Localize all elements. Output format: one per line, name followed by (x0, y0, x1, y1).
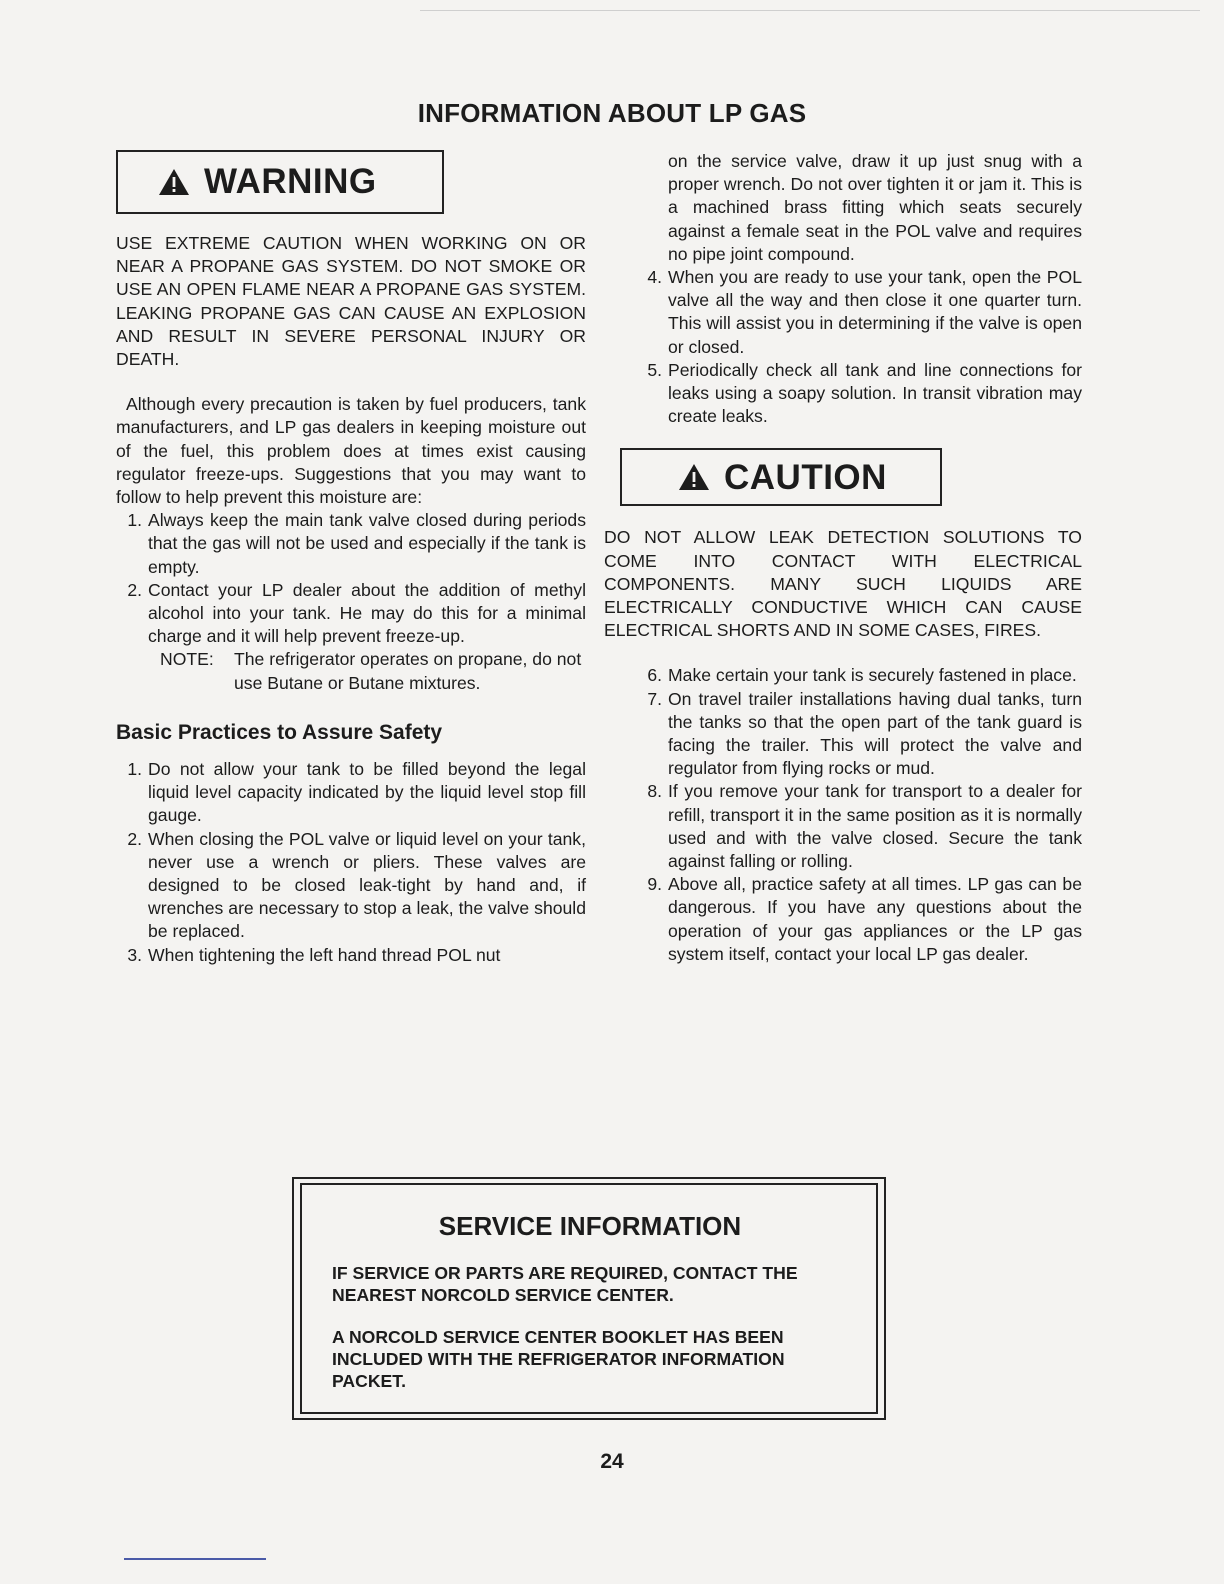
warning-triangle-icon (678, 463, 710, 491)
caution-box (620, 448, 942, 506)
list-item (636, 266, 1082, 359)
list-item (636, 664, 1082, 687)
list-item-text: Above all, practice safety at all times. LP gas can be dangerous. If you have any questions about the operation of your gas appliances or the LP gas system itself, contact your local LP gas dealer. (668, 874, 1082, 964)
warning-triangle-icon (158, 168, 190, 196)
left-column (116, 150, 586, 967)
list-item-number: 2. (127, 828, 142, 849)
warning-text: USE EXTREME CAUTION WHEN WORKING ON OR NEAR A PROPANE GAS SYSTEM. DO NOT SMOKE OR USE AN OPEN FLAME NEAR A PROPANE GAS SYSTEM. LEAKING PROPANE GAS CAN CAUSE AN EXPLOSION AND RESULT IN SEVERE PERSONAL INJURY OR DEATH. (116, 233, 586, 370)
page-title: INFORMATION ABOUT LP GAS (417, 98, 807, 128)
list-item-text-continued: on the service valve, draw it up just snug with a proper wrench. Do not over tighten it or jam it. This is a machined brass fitting which seats securely against a female seat in the POL valve and requires no pipe joint compound. (668, 151, 1082, 264)
list-item (636, 359, 1082, 429)
list-item-text: When you are ready to use your tank, open the POL valve all the way and then close it one quarter turn. This will assist you in determining if the valve is open or closed. (668, 267, 1082, 357)
list-item (116, 758, 586, 828)
service-title: SERVICE INFORMATION (438, 1211, 742, 1241)
basic-practices-list (116, 758, 586, 967)
list-item-number: 1. (127, 510, 142, 531)
list-item-text: Contact your LP dealer about the addition of methyl alcohol into your tank. He may do this for a minimal charge and it will help prevent freeze-up. (148, 579, 586, 647)
page-edge-line (420, 10, 1200, 11)
list-item-text-start: When tightening the left hand thread POL nut (148, 944, 501, 965)
list-item-number: 4. (647, 267, 662, 288)
list-item-text: Make certain your tank is securely fastened in place. (668, 665, 1077, 686)
list-item (636, 780, 1082, 873)
list-item-number: 1. (127, 759, 142, 780)
warning-label: WARNING (204, 162, 377, 202)
list-item (636, 873, 1082, 966)
service-paragraph-2: A NORCOLD SERVICE CENTER BOOKLET HAS BEEN INCLUDED WITH THE REFRIGERATOR INFORMATION PACKET. (332, 1327, 785, 1391)
list-item-number: 6. (647, 665, 662, 686)
safety-list-continued (620, 664, 1082, 966)
list-item (116, 944, 586, 967)
list-item (116, 509, 586, 579)
basic-practices-list-continued (620, 266, 1082, 428)
list-item-text: When closing the POL valve or liquid level on your tank, never use a wrench or pliers. These valves are designed to be closed leak-tight by hand and, if wrenches are necessary to stop a leak, the valve should be replaced. (148, 828, 586, 942)
list-item (116, 828, 586, 944)
note-text: The refrigerator operates on propane, do not use Butane or Butane mixtures. (234, 649, 582, 693)
list-item-number: 9. (647, 874, 662, 895)
list-item-text: Always keep the main tank valve closed during periods that the gas will not be used and especially if the tank is empty. (148, 510, 586, 577)
right-column (604, 150, 1082, 966)
list-item-number: 8. (647, 781, 662, 802)
list-item-text: If you remove your tank for transport to a dealer for refill, transport it in the same position as it is normally used and with the valve closed. Secure the tank against falling or rolling. (668, 781, 1082, 872)
service-information-box (300, 1183, 878, 1414)
list-item (116, 579, 586, 649)
service-paragraph-1: IF SERVICE OR PARTS ARE REQUIRED, CONTACT THE NEAREST NORCOLD SERVICE CENTER. (332, 1263, 798, 1305)
list-item-number: 3. (127, 944, 142, 965)
list-item-continuation (620, 150, 1082, 266)
bottom-rule (124, 1558, 266, 1560)
caution-text: DO NOT ALLOW LEAK DETECTION SOLUTIONS TO COME INTO CONTACT WITH ELECTRICAL COMPONENTS. MANY SUCH LIQUIDS ARE ELECTRICALLY CONDUCTIVE WHICH CAN CAUSE ELECTRICAL SHORTS AND IN SOME CASES, FIRES. (604, 527, 1082, 641)
intro-paragraph: Although every precaution is taken by fuel producers, tank manufacturers, and LP gas dealers in keeping moisture out of the fuel, this problem does at times exist causing regulator freeze-ups. Suggestions that you may want to follow to help prevent this moisture are: (116, 394, 586, 508)
basic-practices-heading: Basic Practices to Assure Safety (116, 720, 443, 744)
list-item-text: On travel trailer installations having dual tanks, turn the tanks so that the open part of the tank guard is facing the trailer. This will protect the valve and regulator from flying rocks or mud. (668, 688, 1082, 779)
note-label: NOTE: (160, 649, 214, 670)
list-item-text: Do not allow your tank to be filled beyond the legal liquid level capacity indicated by the liquid level stop fill gauge. (148, 759, 586, 826)
list-item-number: 2. (127, 579, 142, 600)
caution-label: CAUTION (724, 457, 887, 497)
list-item-number: 5. (647, 359, 662, 380)
list-item-number: 7. (647, 688, 662, 709)
warning-box (116, 150, 444, 214)
list-item (636, 688, 1082, 781)
list-item-text: Periodically check all tank and line connections for leaks using a soapy solution. In transit vibration may create leaks. (668, 359, 1082, 427)
intro-list (116, 509, 586, 648)
note (116, 648, 586, 694)
page-number: 24 (600, 1450, 624, 1473)
